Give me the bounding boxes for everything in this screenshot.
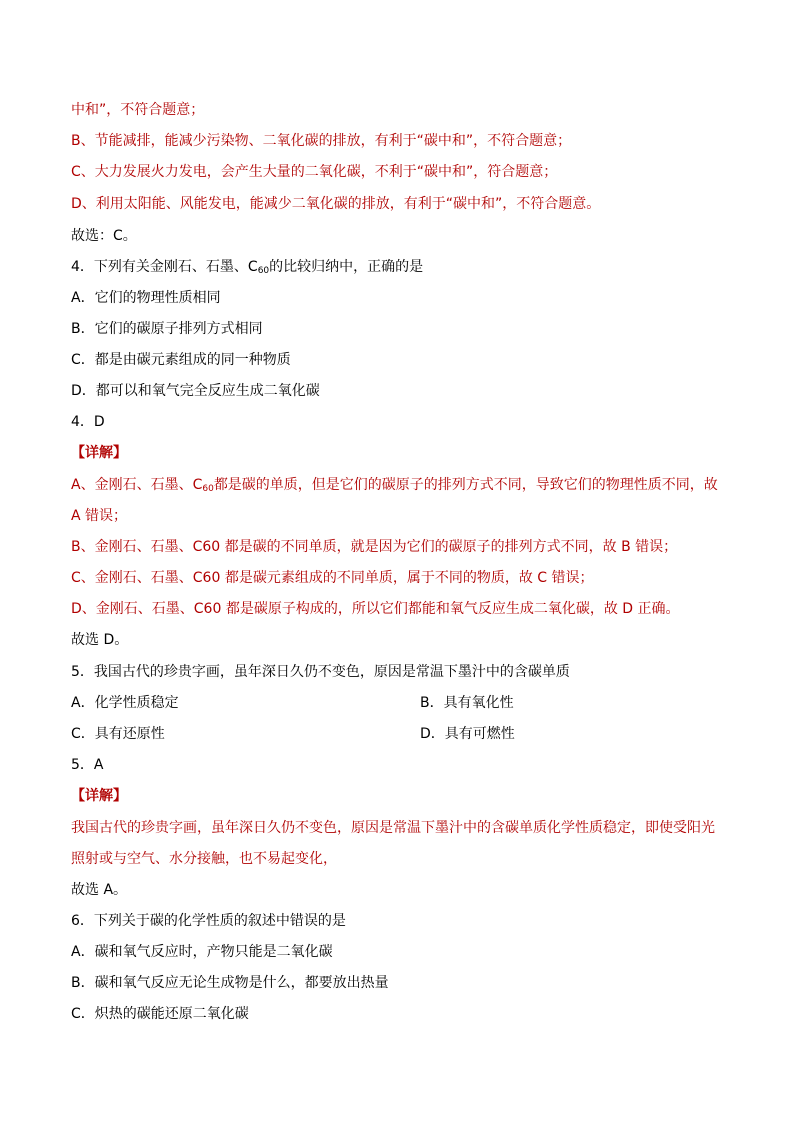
explanation-line-d: D、利用太阳能、风能发电，能减少二氧化碳的排放，有利于“碳中和”，不符合题意。: [71, 196, 601, 212]
explanation-4-a-text-end: 都是碳的单质，但是它们的碳原子的排列方式不同，导致它们的物理性质不同，故: [213, 477, 718, 493]
explanation-4-a-cont: A 错误；: [71, 508, 128, 524]
answer-selection: 故选：C。: [71, 228, 137, 244]
question-6-option-b: B．碳和氧气反应无论生成物是什么，都要放出热量: [71, 975, 389, 991]
detail-heading-5: 【详解】: [71, 788, 127, 804]
question-4: [71, 257, 731, 277]
explanation-4-a: [71, 475, 731, 495]
question-4-option-c: C．都是由碳元素组成的同一种物质: [71, 352, 291, 368]
question-4-text-end: 的比较归纳中，正确的是: [269, 259, 424, 275]
explanation-5-line-2: 照射或与空气、水分接触，也不易起变化，: [71, 851, 337, 867]
question-6-option-c: C．炽热的碳能还原二氧化碳: [71, 1006, 249, 1022]
explanation-line: 中和”，不符合题意；: [71, 102, 205, 118]
question-5-option-c: C．具有还原性: [71, 726, 165, 742]
question-4-option-a: A．它们的物理性质相同: [71, 290, 221, 306]
subscript-60: 60: [202, 484, 214, 494]
explanation-4-c: C、金刚石、石墨、C60 都是碳元素组成的不同单质，属于不同的物质，故 C 错误；: [71, 570, 594, 586]
explanation-4-d: D、金刚石、石墨、C60 都是碳原子构成的，所以它们都能和氧气反应生成二氧化碳，故 D 正确。: [71, 601, 680, 617]
answer-selection-5: 故选 A。: [71, 882, 128, 898]
explanation-5-line-1: 我国古代的珍贵字画，虽年深日久仍不变色，原因是常温下墨汁中的含碳单质化学性质稳定，即使受阳光: [71, 820, 715, 836]
question-5-option-b: B．具有氧化性: [420, 695, 514, 711]
question-5: 5．我国古代的珍贵字画，虽年深日久仍不变色，原因是常温下墨汁中的含碳单质: [71, 664, 570, 680]
question-5-option-a: A．化学性质稳定: [71, 695, 179, 711]
explanation-4-a-text: A、金刚石、石墨、C: [71, 477, 203, 493]
answer-4: 4．D: [71, 414, 105, 430]
answer-5: 5．A: [71, 757, 104, 773]
question-4-text: 4．下列有关金刚石、石墨、C: [71, 259, 258, 275]
explanation-4-b: B、金刚石、石墨、C60 都是碳的不同单质，就是因为它们的碳原子的排列方式不同，故 B 错误；: [71, 539, 678, 555]
subscript-60: 60: [257, 266, 270, 276]
question-4-option-d: D．都可以和氧气完全反应生成二氧化碳: [71, 383, 320, 399]
question-6-option-a: A．碳和氧气反应时，产物只能是二氧化碳: [71, 944, 333, 960]
question-5-option-d: D．具有可燃性: [420, 726, 515, 742]
explanation-line-b: B、节能减排，能减少污染物、二氧化碳的排放，有利于“碳中和”，不符合题意；: [71, 133, 572, 149]
detail-heading: 【详解】: [71, 445, 127, 461]
explanation-line-c: C、大力发展火力发电，会产生大量的二氧化碳，不利于“碳中和”，符合题意；: [71, 164, 558, 180]
question-5-row-1: [71, 693, 731, 713]
question-6: 6．下列关于碳的化学性质的叙述中错误的是: [71, 913, 346, 929]
question-5-row-2: [71, 724, 731, 744]
answer-selection-4: 故选 D。: [71, 632, 129, 648]
question-4-option-b: B．它们的碳原子排列方式相同: [71, 321, 263, 337]
